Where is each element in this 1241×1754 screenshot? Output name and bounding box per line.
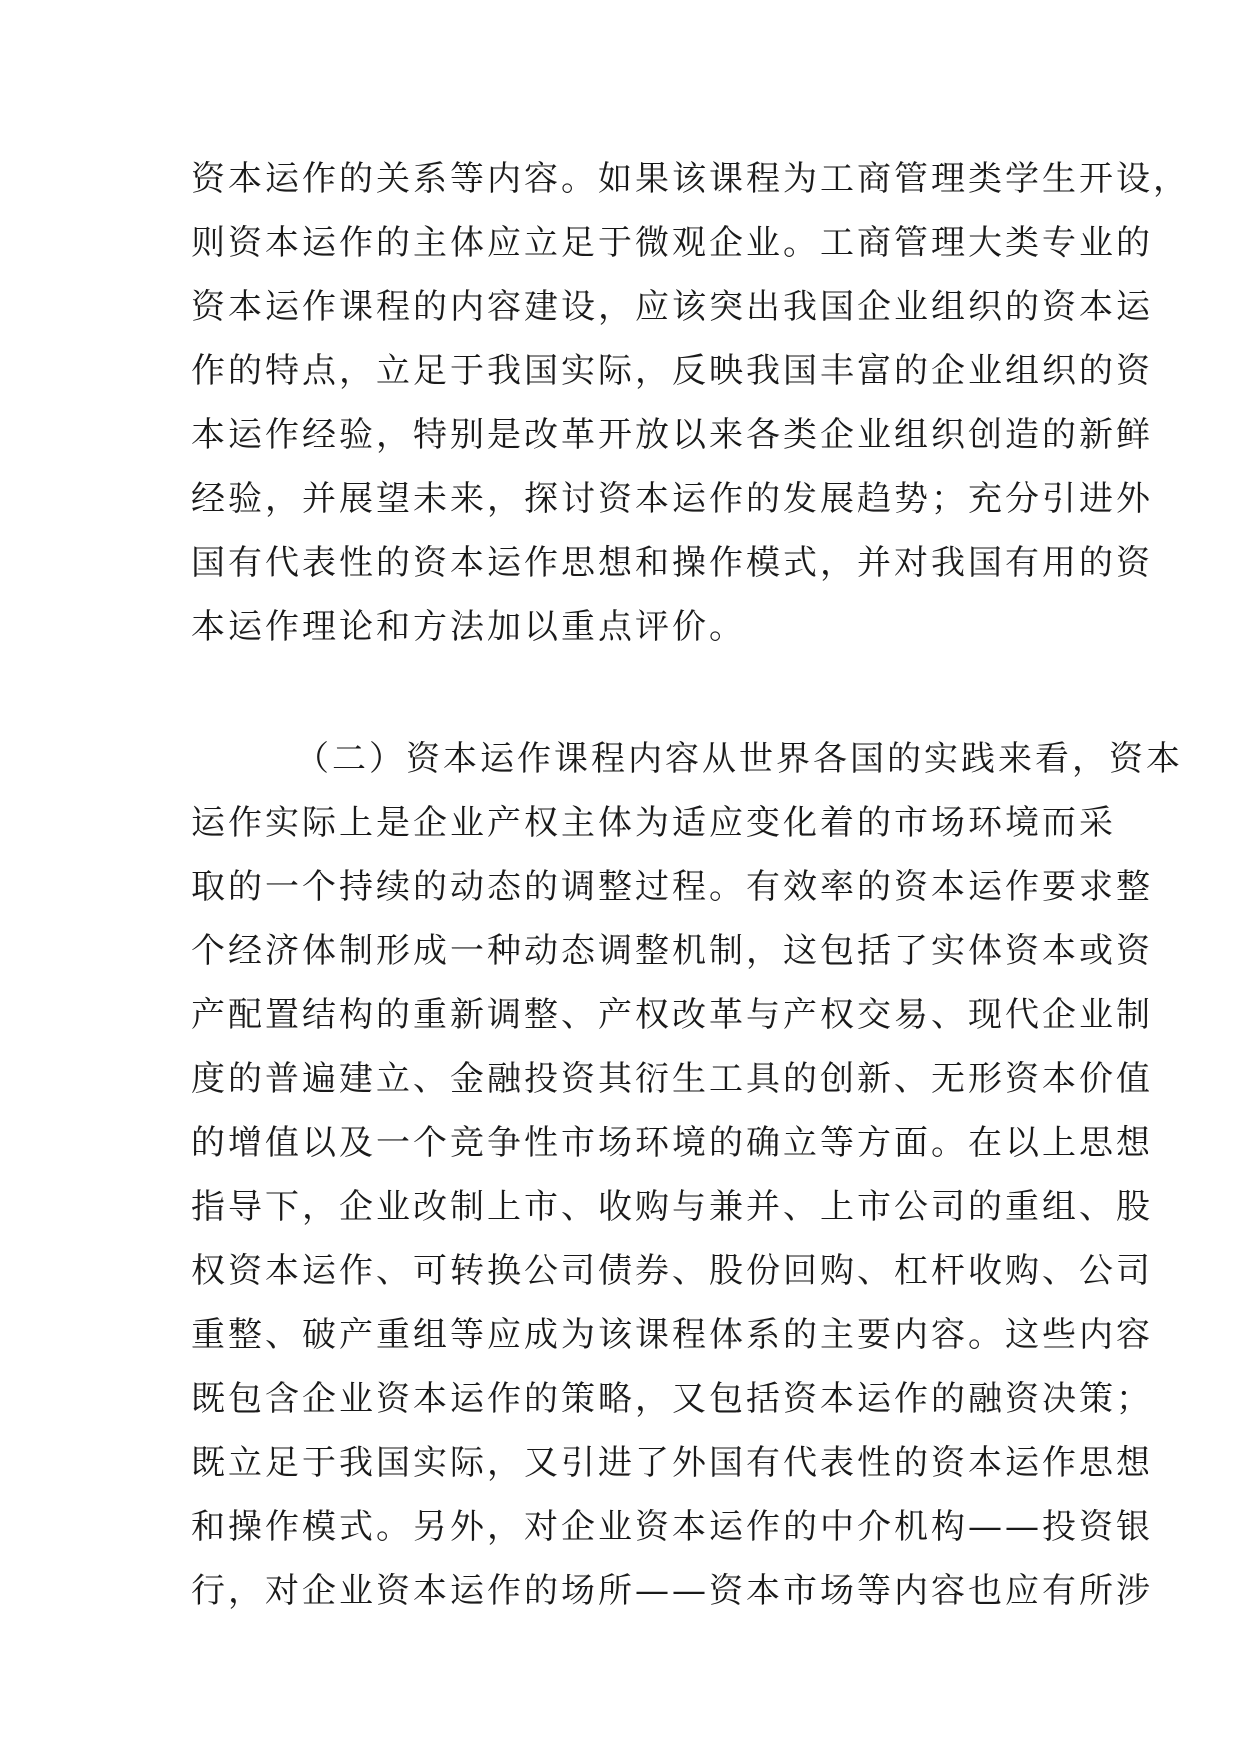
- paragraph-1-line: 作的特点，立足于我国实际，反映我国丰富的企业组织的资: [191, 351, 1153, 391]
- paragraph-2-line: 和操作模式。另外，对企业资本运作的中介机构——投资银: [191, 1507, 1153, 1547]
- paragraph-2-line: 取的一个持续的动态的调整过程。有效率的资本运作要求整: [191, 867, 1153, 907]
- paragraph-1-line: 则资本运作的主体应立足于微观企业。工商管理大类专业的: [191, 223, 1153, 263]
- paragraph-1-line: 本运作理论和方法加以重点评价。: [191, 607, 746, 647]
- paragraph-1-line: 国有代表性的资本运作思想和操作模式，并对我国有用的资: [191, 543, 1153, 583]
- paragraph-2-line: 指导下，企业改制上市、收购与兼并、上市公司的重组、股: [191, 1187, 1153, 1227]
- paragraph-2-first-line: （二）资本运作课程内容从世界各国的实践来看，资本: [295, 739, 1183, 779]
- paragraph-2-line: 既包含企业资本运作的策略，又包括资本运作的融资决策；: [191, 1379, 1153, 1419]
- paragraph-2-line: 个经济体制形成一种动态调整机制，这包括了实体资本或资: [191, 931, 1153, 971]
- paragraph-1-line: 资本运作课程的内容建设，应该突出我国企业组织的资本运: [191, 287, 1153, 327]
- paragraph-1-line: 资本运作的关系等内容。如果该课程为工商管理类学生开设，: [191, 159, 1190, 199]
- paragraph-1: [191, 147, 1190, 659]
- paragraph-2-line: 度的普遍建立、金融投资其衍生工具的创新、无形资本价值: [191, 1059, 1153, 1099]
- paragraph-1-line: 经验，并展望未来，探讨资本运作的发展趋势；充分引进外: [191, 479, 1153, 519]
- paragraph-2-line: 重整、破产重组等应成为该课程体系的主要内容。这些内容: [191, 1315, 1153, 1355]
- paragraph-2-line: 的增值以及一个竞争性市场环境的确立等方面。在以上思想: [191, 1123, 1153, 1163]
- paragraph-2-line: 权资本运作、可转换公司债券、股份回购、杠杆收购、公司: [191, 1251, 1153, 1291]
- paragraph-2-line: 行，对企业资本运作的场所——资本市场等内容也应有所涉: [191, 1571, 1153, 1611]
- paragraph-2: [191, 727, 1183, 1623]
- paragraph-2-line: 产配置结构的重新调整、产权改革与产权交易、现代企业制: [191, 995, 1153, 1035]
- paragraph-1-line: 本运作经验，特别是改革开放以来各类企业组织创造的新鲜: [191, 415, 1153, 455]
- paragraph-2-line: 运作实际上是企业产权主体为适应变化着的市场环境而采: [191, 803, 1116, 843]
- paragraph-2-line: 既立足于我国实际，又引进了外国有代表性的资本运作思想: [191, 1443, 1153, 1483]
